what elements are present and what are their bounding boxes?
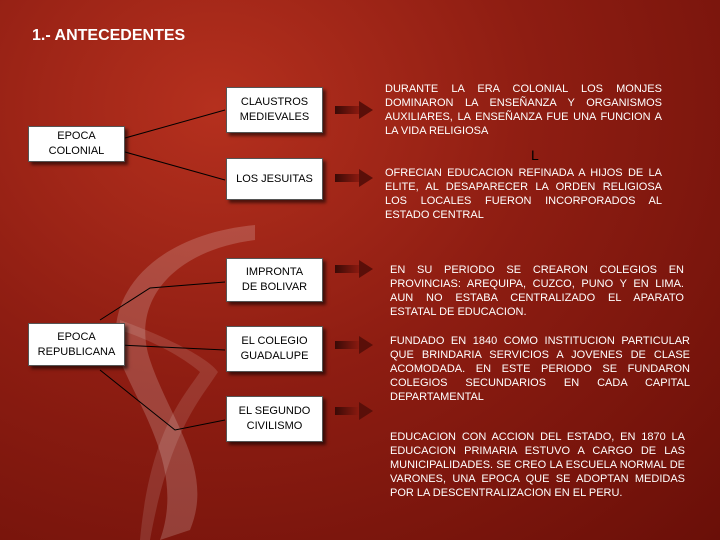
topic-box bbox=[226, 87, 323, 133]
topic-box bbox=[226, 326, 323, 372]
connector-line bbox=[125, 152, 225, 180]
arrow-icon bbox=[335, 336, 373, 354]
arrow-icon bbox=[335, 101, 373, 119]
arrow-icon bbox=[335, 260, 373, 278]
page-title: 1.- ANTECEDENTES bbox=[32, 27, 186, 44]
topic-label: CLAUSTROS MEDIEVALES bbox=[239, 96, 310, 123]
arrow-icon bbox=[335, 402, 373, 420]
period-label: EPOCA REPUBLICANA bbox=[37, 330, 116, 358]
topic-box bbox=[226, 158, 323, 200]
topic-label: IMPRONTA DE BOLIVAR bbox=[241, 266, 308, 293]
topic-label: LOS JESUITAS bbox=[236, 172, 313, 185]
arrow-icon bbox=[335, 169, 373, 187]
topic-box bbox=[226, 396, 323, 442]
topic-box bbox=[226, 258, 323, 302]
topic-label: EL SEGUNDO CIVILISMO bbox=[238, 405, 311, 432]
marker-letter: L bbox=[531, 147, 539, 163]
period-label: EPOCA COLONIAL bbox=[48, 130, 105, 157]
topic-description: DURANTE LA ERA COLONIAL LOS MONJES DOMINARON LA ENSEÑANZA Y ORGANISMOS AUXILIARES, LA ENSEÑANZA FUE UNA FUNCION A LA VIDA RELIGIOSA bbox=[385, 83, 662, 137]
period-box-republicana bbox=[28, 323, 125, 366]
topic-description: EN SU PERIODO SE CREARON COLEGIOS EN PROVINCIAS: AREQUIPA, CUZCO, PUNO Y EN LIMA. AUN NO ESTABA CENTRALIZADO EL APARATO ESTATAL DE EDUCACION. bbox=[390, 264, 684, 318]
topic-description: FUNDADO EN 1840 COMO INSTITUCION PARTICULAR QUE BRINDARIA SERVICIOS A JOVENES DE CLASE ACOMODADA. EN ESTE PERIODO SE FUNDARON COLEGIOS SECUNDARIOS EN CADA CAPITAL DEPARTAMENTAL bbox=[390, 335, 690, 403]
topic-description: EDUCACION CON ACCION DEL ESTADO, EN 1870 LA EDUCACION PRIMARIA ESTUVO A CARGO DE LAS MUNICIPALIDADES. SE CREO LA ESCUELA NORMAL DE VARONES, UNA EPOCA QUE SE ADOPTAN MEDIDAS POR LA DESCENTRALIZACION EN EL PERU. bbox=[390, 431, 685, 499]
connector-line bbox=[125, 110, 225, 138]
period-box-colonial bbox=[28, 126, 125, 162]
topic-description: OFRECIAN EDUCACION REFINADA A HIJOS DE LA ELITE, AL DESAPARECER LA ORDEN RELIGIOSA LOS LOCALES FUERON INCORPORADOS AL ESTADO CENTRAL bbox=[385, 167, 662, 221]
topic-label: EL COLEGIO GUADALUPE bbox=[240, 335, 309, 362]
